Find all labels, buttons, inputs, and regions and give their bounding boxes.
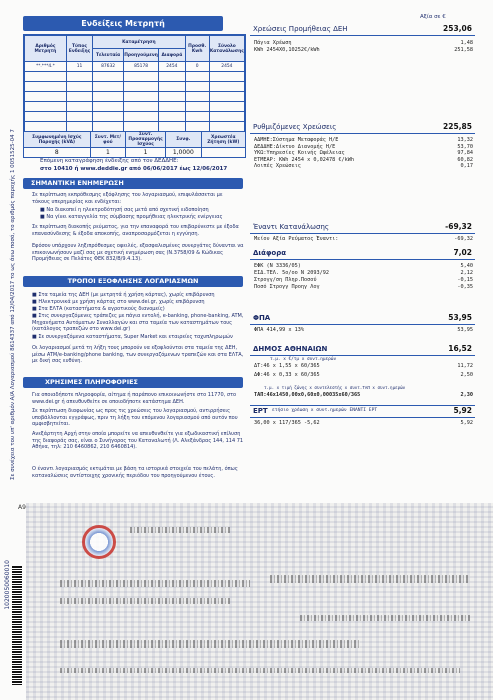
slip-blur-line (270, 575, 470, 583)
notice-b2: ■ Να γίνει καταγγελία της σύμβασης προμήθειας ηλεκτρικής ενέργειας (40, 214, 223, 220)
ert-row: 36,00 x 117/365 -5,62 5,92 (254, 420, 473, 426)
tap-header: τ.μ. x τιμή ζώνης x συντελεστής x συντ.ΤΑΠ x συντ.ημερών (264, 385, 406, 390)
charge-row: ΕΤΜΕΑΡ: KWh 2454 x 0,02478 €/kWh 60,82 (254, 156, 473, 163)
slip-blur-line (60, 640, 360, 648)
side-vertical-text: Σε συνέχεια του υπ' αριθμόν Α/Α Λογαριασμού 8614337 από 12/04/2017 το ως άνω ποσό, το αριθμός παροχής 1 0051525-04 7 (10, 129, 16, 480)
payment-b1: ■ Στα ταμεία της ΔΕΗ (με μετρητά ή χρήση κάρτας), χωρίς επιβάρυνση (32, 292, 215, 298)
payment-b3: ■ Στα ΕΛΤΑ (καταστήματα & αγροτικούς διανομείς) (32, 306, 165, 312)
hdr-previous: Προηγούμενη (123, 49, 158, 62)
hdr-contracted: Συμφωνημένη Ισχύς Παροχής (kVA) (24, 132, 91, 148)
supply-total: 253,06 (443, 24, 472, 33)
hdr-contract: Συνφ. (166, 132, 202, 148)
diff-total: 7,02 (453, 248, 472, 257)
charge-row: ΥΚΩ:Υπηρεσίες Κοινής Ωφέλειας 97,84 (254, 150, 473, 156)
charge-row: Ποσό Στρογγ Προηγ Λογ -0,35 (254, 284, 473, 290)
supply-row-1: Πάγια Χρέωση 1,48 (254, 40, 473, 46)
hdr-meter-no: Αριθμός Μετρητή (25, 36, 67, 62)
vat-title: ΦΠΑ 53,95 (253, 313, 472, 322)
notice-p3: Εφόσον υπάρχουν ληξιπρόθεσμες οφειλές, εξασφαλισμένες συνεργάτες δύνανται να επικοινωνήσουν μαζί σας με σχετική ενημέρωση σας (Ν.3758/09 & Κώδικας Προμήθειας σε Πελάτες ΦΕΚ 832/Β/9.4.13). (32, 243, 244, 263)
hdr-diff: Διαφορά (159, 49, 185, 62)
vat-row: ΦΠΑ 414,99 x 13% 53,95 (254, 327, 473, 333)
charge-row: ΕΦΚ (Ν 3336/05) 5,40 (254, 263, 473, 269)
hdr-conv-power: Συντ. Προσαρμογής Ισχύος (126, 132, 166, 148)
notice-b1: ■ Να διακοπεί η ηλεκτροδότησή σας μετά από σχετική ειδοποίηση (40, 207, 209, 213)
payment-b2: ■ Ηλεκτρονικά με χρήση κάρτας στο www.dei.gr, χωρίς επιβάρυνση (32, 299, 205, 305)
municipal-header: τ.μ. x €/τμ x συντ.ημερών (270, 357, 337, 362)
cell-total: 2454 (209, 62, 244, 72)
hdr-billed-demand: Χρεωστέα Ζήτηση (kW) (201, 132, 245, 148)
payment-b5: ■ Σε συνεργαζόμενα καταστήματα, Super Market και εταιρείες ταχυπληρωμών (32, 334, 233, 340)
cell-contract: 1,0000 (166, 148, 202, 158)
municipal-title: ΔΗΜΟΣ ΑΘΗΝΑΙΩΝ 16,52 (253, 344, 472, 353)
dei-logo (82, 525, 116, 559)
cell-type: 11 (66, 62, 92, 72)
charge-row: ΔΤ:46 x 1,55 x 60/365 11,72 (254, 363, 473, 369)
payment-title: ΤΡΟΠΟΙ ΕΞΟΦΛΗΣΗΣ ΛΟΓΑΡΙΑΣΜΩΝ (23, 276, 243, 287)
ert-total: 5,92 (453, 406, 472, 415)
cell-previous: 85178 (123, 62, 158, 72)
against-total: -69,32 (445, 222, 472, 231)
supply-row-2: KWh 2454X0,10252€/kWh 251,58 (254, 47, 473, 53)
payment-note: Οι λογαριασμοί μετά τη λήξη τους μπορούν να εξοφλούνται στα ταμεία της ΔΕΗ, μέσω ATM/e-banking/phone banking, των συνεργαζόμενων τραπεζών και στα ΕΛΤΑ, με δική σας ευθύνη. (32, 345, 244, 365)
ert-header: ετήσιο χρέωση x συντ.ημερών ΕΝΑΝΤΙ ΕΡΤ (272, 408, 378, 413)
charge-row: Λοιπές Χρεώσεις 0,17 (254, 163, 473, 169)
slip-blur-line (60, 580, 250, 587)
against-title: Έναντι Κατανάλωσης -69,32 (253, 222, 472, 231)
a9-marker: A9 (18, 504, 26, 511)
cell-kwh: 0 (185, 62, 209, 72)
info-title: ΧΡΗΣΙΜΕΣ ΠΛΗΡΟΦΟΡΙΕΣ (23, 377, 243, 388)
cell-contracted: 8 (24, 148, 91, 158)
tap-row: ΤΑΠ:46x1450,00x0,60x0,00035x60/365 2,30 (254, 392, 473, 398)
barcode-number: 1020050060010 (4, 560, 11, 610)
contract-table (23, 131, 246, 158)
hdr-conv-meter: Συντ. Μετ/φού (90, 132, 126, 148)
vat-total: 53,95 (448, 313, 472, 322)
slip-blur-line (130, 527, 230, 533)
regulated-total: 225,85 (443, 122, 472, 131)
unit-label: Αξία σε € (420, 14, 446, 20)
charge-row: ΔΕΔΔΗΕ:Δίκτυο Διανομής Η/Ε 53,70 (254, 143, 473, 150)
info-p2: Σε περίπτωση διαφωνίας ως προς τις χρεώσεις του λογαριασμού, αντιρρήσεις υποβάλλονται εγγράφως, πριν τη λήξη του επόμενου λογαριασμού από αυτόν που αμφισβητείται. (32, 408, 238, 428)
slip-blur-line (300, 615, 470, 621)
cell-billed-demand (201, 148, 245, 158)
charge-row: ΕΙΔ.ΤΕΛ. 5ο/οο Ν 2093/92 2,12 (254, 270, 473, 276)
hdr-total: Σύνολο Κατανάλωσης (209, 36, 244, 62)
next-reading-dates: στο 10410 ή www.deddie.gr από 06/06/2017 έως 12/06/2017 (40, 166, 228, 172)
hdr-type: Τύπος Ενδειξης (66, 36, 92, 62)
diff-title: Διάφορα 7,02 (253, 248, 472, 257)
charge-row: Στρογγ/ση Πληρ.Ποσού -0,15 (254, 277, 473, 283)
meter-title: Ενδείξεις Μετρητή (23, 16, 223, 31)
barcode (12, 565, 22, 685)
slip-blur-line (60, 598, 230, 604)
table-row (24, 148, 246, 158)
charge-row: ΔΦ:46 x 0,33 x 60/365 2,50 (254, 372, 473, 378)
against-row: Μείον Αξία Ρεύματος Έναντι: -69,32 (254, 236, 473, 242)
info-p1: Για οποιαδήποτε πληροφορία, αίτημα ή παράπονο επικοινωνήστε στο 11770, στο www.dei.gr ή απευθυνθείτε σε οποιοδήποτε κατάστημα ΔΕΗ. (32, 392, 237, 405)
cell-conv-power: 1 (126, 148, 166, 158)
table-row (25, 62, 245, 72)
notice-p2: Σε περίπτωση διακοπής ρεύματος, για την επαναφορά του επιβαρύνεστε με έξοδα επανασύνδεσης & έξοδα αποκοπής, αναπροσαρμόζεται η εγγύηση. (32, 224, 239, 237)
charge-row: ΑΔΜΗΕ:Σύστημα Μεταφοράς Η/Ε 13,32 (254, 137, 473, 143)
notice-p1: Σε περίπτωση εκπρόθεσμης εξόφλησης του λογαριασμού, επιφυλάσσεται με τόκους υπερημερίας και ενδέχεται: (32, 192, 223, 205)
municipal-total: 16,52 (448, 344, 472, 353)
slip-blur-line (60, 668, 460, 673)
ert-title: ΕΡΤ 5,92 (253, 406, 472, 415)
supply-title: Χρεώσεις Προμήθειας ΔΕΗ 253,06 (253, 24, 472, 33)
notice-title: ΣΗΜΑΝΤΙΚΗ ΕΝΗΜΕΡΩΣΗ (23, 178, 243, 189)
hdr-current: Τελευταία (93, 49, 124, 62)
cell-diff: 2454 (159, 62, 185, 72)
next-reading-label: Επόμενη καταγράφηση ένδειξης από τον ΔΕΔΔΗΕ: (40, 158, 179, 164)
payment-b4: ■ Στις συνεργαζόμενες τράπεζες με πάγια εντολή, e-banking, phone-banking, ATM, Μηχανήματα Αυτόματων Συναλλαγών και στα ταμεία των καταστημάτων τους (κατάλογος τραπεζών στο www.dei.gr) (32, 313, 244, 333)
meter-table (23, 34, 246, 133)
cell-current: 87632 (93, 62, 124, 72)
info-p4: Ο έναντι λογαριασμός εκτιμάται με βάση τα ιστορικά στοιχεία του πελάτη, όπως καταναλώσεις αντίστοιχης χρονικής περιόδου του προηγούμενου έτους. (32, 466, 238, 479)
hdr-reading: Καταμέτρηση (93, 36, 185, 49)
regulated-title: Ρυθμιζόμενες Χρεώσεις 225,85 (253, 122, 472, 131)
cell-conv-meter: 1 (90, 148, 126, 158)
hdr-kwh: Προσθ. Kwh (185, 36, 209, 62)
cell-meter-no: **.***4.* (25, 62, 67, 72)
info-p3: Ανεξάρτητη Αρχή στην οποία μπορείτε να απευθυνθείτε για εξωδικαστική επίλυση της διαφοράς σας, είναι ο Συνήγορος του Καταναλωτή (Λ. Αλεξάνδρας 144, 114 71 Αθήνα, τηλ: 210 6460862, 210 6460814). (32, 431, 244, 451)
